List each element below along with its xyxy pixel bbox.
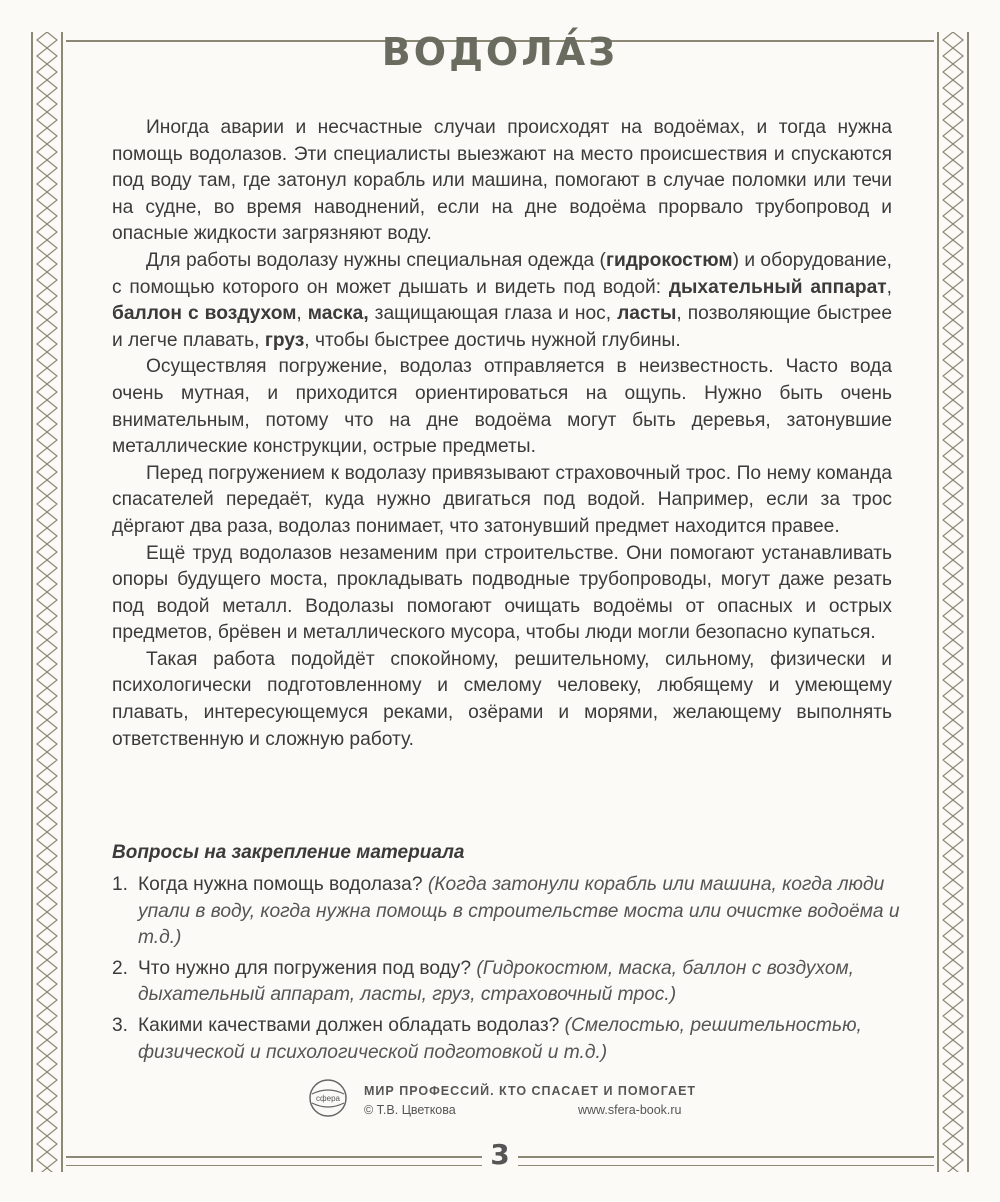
page-title: ВОДОЛА́З bbox=[381, 30, 619, 74]
paragraph bbox=[112, 354, 892, 460]
text-run: Ещё труд водолазов незаменим при строительстве. Они помогают устанавливать опоры будущего моста, прокладывать подводные трубопроводы, могут даже резать под водой металл. Водолазы помогают очищать водоёмы от опасных и острых предметов, брёвен и металлического мусора, чтобы люди могли безопасно купаться. bbox=[112, 542, 892, 644]
text-run: , bbox=[886, 276, 892, 298]
questions-list bbox=[112, 872, 902, 1070]
text-run: Иногда аварии и несчастные случаи происходят на водоёмах, и тогда нужна помощь водолазов. Эти специалисты выезжают на место происшествия и спускаются под воду там, где затонул корабль или машина, помогают в случае поломки или течи на судне, во время наводнений, если на дне водоёма прорвало трубопровод и опасные жидкости загрязняют воду. bbox=[112, 117, 892, 245]
question-text bbox=[138, 872, 902, 952]
question: Какими качествами должен обладать водолаз? bbox=[138, 1014, 565, 1036]
answer: (Гидрокостюм, маска, баллон с воздухом, дыхательный аппарат, ласты, груз, страховочный трос.) bbox=[138, 957, 854, 1006]
text-run: Перед погружением к водолазу привязывают страховочный трос. По нему команда спасателей передаёт, куда нужно двигаться под водой. Например, если за трос дёргают два раза, водолаз понимает, что затонувший предмет находится правее. bbox=[112, 462, 892, 537]
question-text bbox=[138, 1013, 902, 1066]
text-run: Для работы водолазу нужны специальная одежда ( bbox=[146, 249, 606, 271]
question-text bbox=[138, 956, 902, 1009]
left-ornament-border bbox=[30, 32, 64, 1172]
question-item bbox=[112, 1013, 902, 1066]
answer-tail: и т.д.) bbox=[542, 1041, 608, 1063]
question-number: 3. bbox=[112, 1014, 129, 1036]
article-body bbox=[112, 115, 892, 753]
bold-term: ласты bbox=[617, 303, 677, 325]
question-item bbox=[112, 872, 902, 952]
question-number: 1. bbox=[112, 874, 129, 895]
bold-term: гидрокостюм bbox=[605, 249, 733, 271]
answer: (Когда затонули корабль или машина, когда люди упали в воду, когда нужна помощь в строительстве моста или очистке водоёма bbox=[138, 874, 885, 922]
answer: (Смелостью, решительностью, физической и психологической подготовкой bbox=[138, 1014, 862, 1063]
text-run: , позволяющие быстрее и легче плавать, bbox=[112, 303, 892, 351]
bold-term: баллон с воздухом bbox=[112, 303, 297, 325]
question: Что нужно для погружения под воду? bbox=[138, 957, 477, 979]
publisher-logo-text: сфера bbox=[316, 1094, 340, 1103]
text-run: Осуществляя погружение, водолаз отправляется в неизвестность. Часто вода очень мутная, и приходится ориентироваться на ощупь. Нужно быть очень внимательным, потому что на дне водоёма могут быть деревья, затонувшие металлические конструкции, острые предметы. bbox=[112, 356, 892, 458]
paragraph bbox=[112, 115, 892, 248]
text-run: , bbox=[296, 303, 308, 325]
paragraph bbox=[112, 541, 892, 647]
text-run: защищающая глаза и нос, bbox=[368, 303, 618, 325]
question: Когда нужна помощь водолаза? bbox=[138, 874, 428, 895]
right-ornament-border bbox=[936, 32, 970, 1172]
answer-tail: и т.д.) bbox=[138, 900, 900, 949]
paragraph bbox=[112, 461, 892, 541]
text-run: , чтобы быстрее достичь нужной глубины. bbox=[304, 329, 681, 351]
question-number: 2. bbox=[112, 957, 129, 979]
questions-heading: Вопросы на закрепление материала bbox=[112, 842, 465, 863]
page-number-box bbox=[482, 1130, 518, 1178]
text-run: Такая работа подойдёт спокойному, решительному, сильному, физически и психологически подготовленному и смелому человеку, любящему и умеющему плавать, интересующемуся реками, озёрами и морями, желающему выполнять ответственную и сложную работу. bbox=[112, 648, 892, 750]
text-run: ) и оборудование, с помощью которого он может дышать и видеть под водой: bbox=[112, 249, 892, 298]
bold-term: дыхательный аппарат bbox=[668, 276, 887, 298]
bold-term: маска, bbox=[307, 303, 369, 325]
publisher-logo bbox=[308, 1078, 348, 1118]
paragraph bbox=[112, 248, 892, 354]
paragraph bbox=[112, 647, 892, 753]
page-number: 3 bbox=[490, 1137, 510, 1171]
author-credit: © Т.В. Цветкова bbox=[364, 1103, 456, 1117]
publisher-website: www.sfera-book.ru bbox=[578, 1103, 682, 1117]
question-item bbox=[112, 956, 902, 1009]
book-series-title: МИР ПРОФЕССИЙ. КТО СПАСАЕТ И ПОМОГАЕТ bbox=[364, 1084, 697, 1098]
bold-term: груз bbox=[264, 329, 305, 351]
